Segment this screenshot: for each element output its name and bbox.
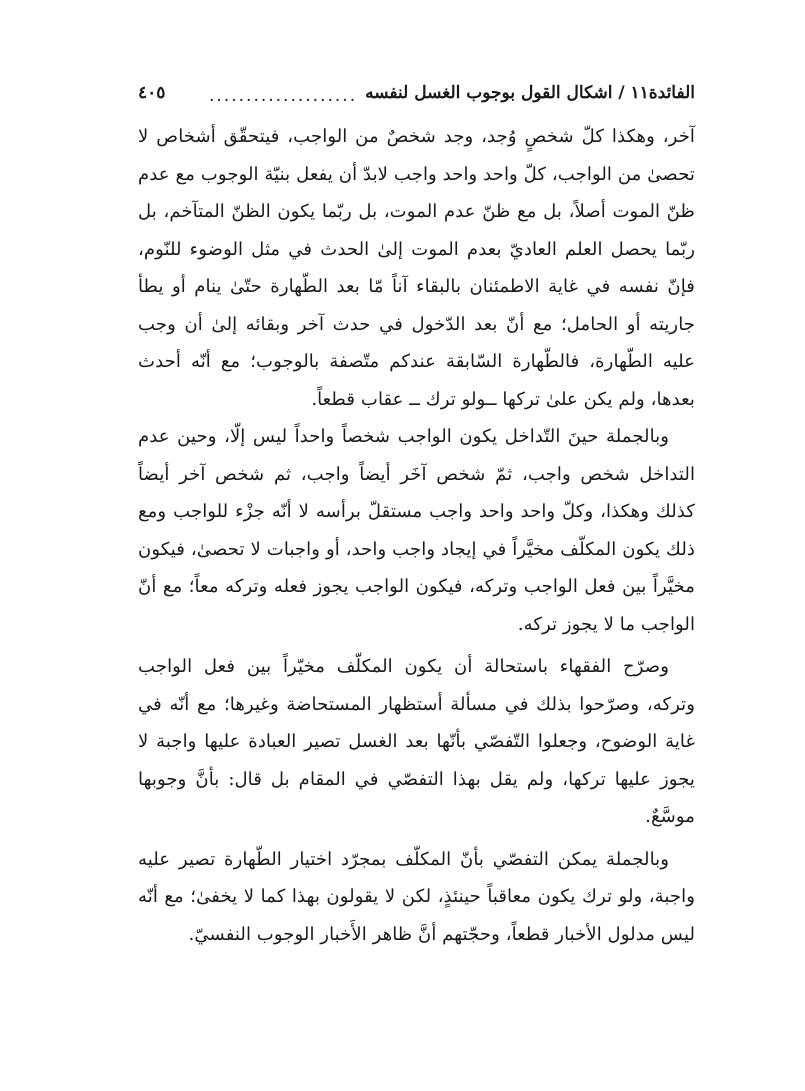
paragraph-2: وبالجملة حينَ التّداخل يكون الواجب شخصاً واحداً ليس إلّا، وحين عدم التداخل شخص واجب، ثمّ شخص آخَر أيضاً واجب، ثم شخص آخر أيضاً كذلك وهكذا، وكلّ واحد واحد واجب مستقلّ برأسه لا أنّه جزْء للواجب ومع ذلك يكون المكلّف مخيَّراً في إيجاد واجب واحد، أو واجبات لا تحصىٰ، فيكون مخيَّراً بين فعل الواجب وتركه، فيكون الواجب يجوز فعله وتركه معاً؛ مع أنّ الواجب ما لا يجوز تركه.: [138, 426, 695, 635]
paragraph-1: آخر، وهكذا كلّ شخصٍ وُجد، وجد شخصٌ من الواجب، فيتحقّق أشخاص لا تحصىٰ من الواجب، كلّ واحد واحد واجب لابدّ أن يفعل بنيّة الوجوب مع عدم ظنّ الموت أصلاً، بل مع ظنّ عدم الموت، بل ربّما يكون الظنّ المتآخم، بل ربّما يحصل العلم العاديّ بعدم الموت إلىٰ الحدث في مثل الوضوء للنّوم، فإنّ نفسه في غاية الاطمئنان بالبقاء آناً مّا بعد الطّهارة حتّىٰ ينام أو يطأ جاريته أو الحامل؛ مع أنّ بعد الدّخول في حدث آخر وبقائه إلىٰ أن وجب عليه الطّهارة، فالطّهارة السّابقة عندكم متّصفة بالوجوب؛ مع أنّه أحدث بعدها، ولم يكن علىٰ تركها ــولو ترك ــ عقاب قطعاً.: [138, 126, 695, 410]
page-number: ٤٠٥: [138, 82, 166, 103]
paragraph-3: وصرّح الفقهاء باستحالة أن يكون المكلّف مخيّراً بين فعل الواجب وتركه، وصرّحوا بذلك في مسألة أستظهار المستحاضة وغيرها؛ مع أنّه في غاية الوضوح، وجعلوا التّفصّي بأنّها بعد الغسل تصير العبادة عليها واجبة لا يجوز عليها تركها، ولم يقل بهذا التفصّي في المقام بل قال: بأنَّ وجوبها موسَّعٌ.: [138, 656, 695, 827]
header-divider: [138, 110, 695, 111]
chapter-title: الفائدة١١ / اشكال القول بوجوب الغسل لنفسه: [365, 82, 695, 103]
dot-leader: ....................: [209, 87, 358, 105]
running-header: [138, 76, 695, 110]
body-text: [138, 118, 695, 953]
paragraph-4: وبالجملة يمكن التفصّي بأنّ المكلّف بمجرّد اختيار الطّهارة تصير عليه واجبة، ولو ترك يكون معاقباً حينئذٍ، لكن لا يقولون بهذا كما لا يخفىٰ؛ مع أنّه ليس مدلول الأخبار قطعاً، وحجّتهم أنَّ ظاهر الأَخبار الوجوب النفسيّ.: [138, 848, 695, 945]
